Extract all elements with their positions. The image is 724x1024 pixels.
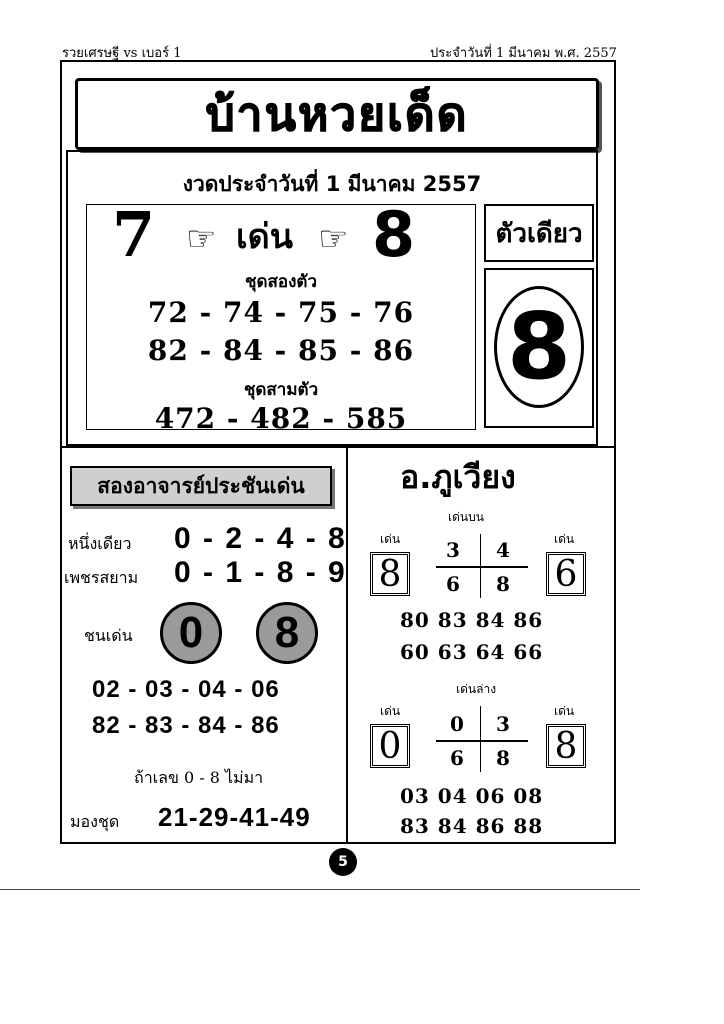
- upper-left-label: เด่น: [380, 532, 401, 546]
- highlight-circle-2: 8: [256, 602, 318, 664]
- lower-left-label: เด่น: [380, 704, 401, 718]
- upper-grid-tr: 4: [496, 538, 510, 562]
- upper-right-box: 6: [546, 552, 586, 596]
- lower-grid-bl: 6: [450, 746, 464, 770]
- pointing-hand-right-icon: ☞: [186, 219, 217, 259]
- upper-grid-bl: 6: [446, 572, 460, 596]
- lead-left-number: 7: [112, 198, 156, 271]
- single-value: 8: [494, 286, 584, 408]
- row1-label: หนึ่งเดียว: [68, 534, 132, 553]
- header-right: ประจำวันที่ 1 มีนาคม พ.ศ. 2557: [430, 46, 617, 61]
- right-title: อ.ภูเวียง: [400, 458, 516, 496]
- set-value: 21-29-41-49: [158, 802, 311, 832]
- title-banner: [75, 78, 599, 150]
- page-edge-line: [0, 889, 640, 890]
- three-digit-heading: ชุดสามตัว: [243, 380, 319, 400]
- three-digit-row: 472 - 482 - 585: [154, 402, 408, 435]
- pairs-row-1: 02 - 03 - 04 - 06: [92, 676, 280, 703]
- row1-value: 0 - 2 - 4 - 8: [174, 522, 347, 555]
- page-title: บ้านหวยเด็ด: [205, 86, 469, 141]
- row3-label: ชนเด่น: [84, 626, 133, 645]
- left-banner: สองอาจารย์ประชันเด่น: [70, 466, 332, 506]
- lower-row-1: 03 04 06 08: [400, 784, 544, 808]
- lower-right-box: 8: [546, 724, 586, 768]
- lower-right-label: เด่น: [554, 704, 575, 718]
- two-digit-row-2: 82 - 84 - 85 - 86: [147, 334, 415, 367]
- set-label: มองชุด: [70, 812, 120, 831]
- section-divider: [62, 446, 614, 448]
- lead-word: เด่น: [236, 217, 293, 257]
- lower-grid-hline: [436, 740, 528, 742]
- lower-left-box: 0: [370, 724, 410, 768]
- pointing-hand-right-icon: ☞: [318, 219, 349, 259]
- lower-grid-vline: [480, 706, 481, 772]
- two-digit-row-1: 72 - 74 - 75 - 76: [147, 296, 415, 329]
- highlight-circle-1: 0: [160, 602, 222, 664]
- pairs-row-2: 82 - 83 - 84 - 86: [92, 712, 280, 739]
- upper-heading: เด่นบน: [448, 510, 484, 524]
- upper-grid-tl: 3: [446, 538, 460, 562]
- upper-left-box: 8: [370, 552, 410, 596]
- lower-grid-br: 8: [496, 746, 510, 770]
- row2-value: 0 - 1 - 8 - 9: [174, 556, 347, 589]
- single-heading: ตัวเดียว: [484, 204, 594, 262]
- two-digit-heading: ชุดสองตัว: [244, 272, 318, 292]
- column-divider: [346, 446, 348, 844]
- lead-right-number: 8: [372, 198, 416, 271]
- lower-grid-tl: 0: [450, 712, 464, 736]
- upper-grid-hline: [436, 566, 528, 568]
- row2-label: เพชรสยาม: [64, 568, 139, 587]
- note: ถ้าเลข 0 - 8 ไม่มา: [134, 768, 264, 787]
- page-number: 5: [329, 848, 357, 876]
- header-left: รวยเศรษฐี vs เบอร์ 1: [62, 46, 182, 61]
- upper-row-1: 80 83 84 86: [400, 608, 544, 632]
- lower-row-2: 83 84 86 88: [400, 814, 544, 838]
- upper-grid-br: 8: [496, 572, 510, 596]
- lower-grid-tr: 3: [496, 712, 510, 736]
- lower-heading: เด่นล่าง: [456, 682, 497, 696]
- upper-right-label: เด่น: [554, 532, 575, 546]
- upper-row-2: 60 63 64 66: [400, 640, 544, 664]
- draw-date: งวดประจำวันที่ 1 มีนาคม 2557: [182, 172, 482, 196]
